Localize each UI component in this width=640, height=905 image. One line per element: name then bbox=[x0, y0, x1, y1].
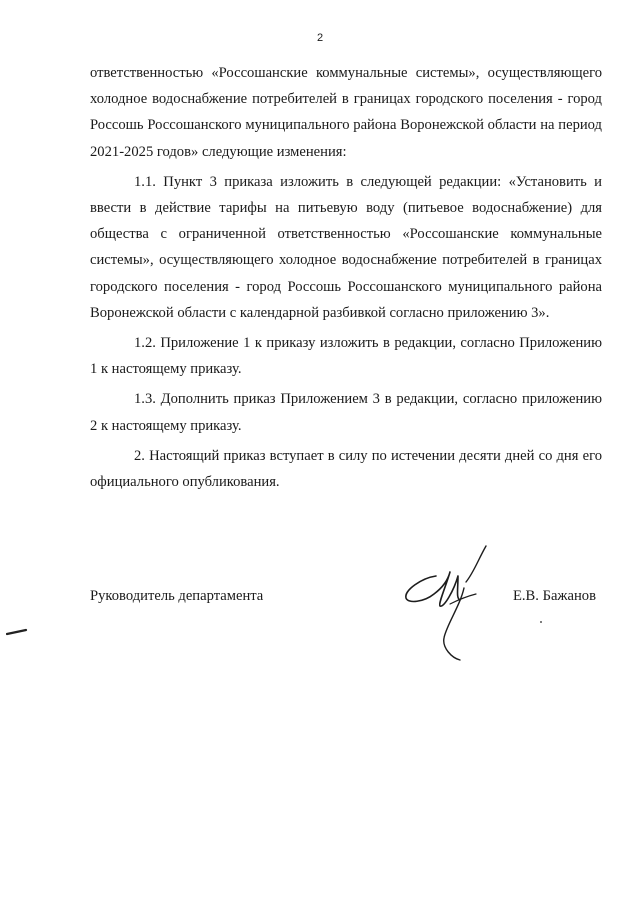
paragraph-1-3: 1.3. Дополнить приказ Приложением 3 в редакции, согласно приложению 2 к настоящему приказу. bbox=[90, 391, 602, 434]
paragraph-intro: ответственностью «Россошанские коммунальные системы», осуществляющего холодное водоснабжение потребителей в границах городского поселения - город Россошь Россошанского муниципального района Воронежской области на период 2021-2025 годов» следующие изменения: bbox=[90, 65, 602, 160]
page-number: 2 bbox=[316, 32, 324, 44]
paragraph-1-2: 1.2. Приложение 1 к приказу изложить в редакции, согласно Приложению 1 к настоящему приказу. bbox=[90, 335, 602, 378]
paragraph-1-1: 1.1. Пункт 3 приказа изложить в следующей редакции: «Установить и ввести в действие тарифы на питьевую воду (питьевое водоснабжение) для общества с ограниченной ответственностью «Россошанские коммунальные системы», осуществляющего холодное водоснабжение потребителей в границах городского поселения - город Россошь Россошанского муниципального района Воронежской области с календарной разбивкой согласно приложению 3». bbox=[90, 173, 602, 321]
document-body bbox=[90, 60, 602, 499]
signatory-role: Руководитель департамента bbox=[90, 588, 264, 604]
signatory-name: Е.В. Бажанов bbox=[512, 588, 596, 604]
scan-artifact-dot bbox=[539, 620, 543, 624]
signature-block bbox=[90, 588, 596, 612]
handwritten-signature bbox=[398, 542, 498, 664]
scan-artifact-mark bbox=[6, 628, 28, 636]
paragraph-2: 2. Настоящий приказ вступает в силу по истечении десяти дней со дня его официального опубликования. bbox=[90, 447, 602, 491]
